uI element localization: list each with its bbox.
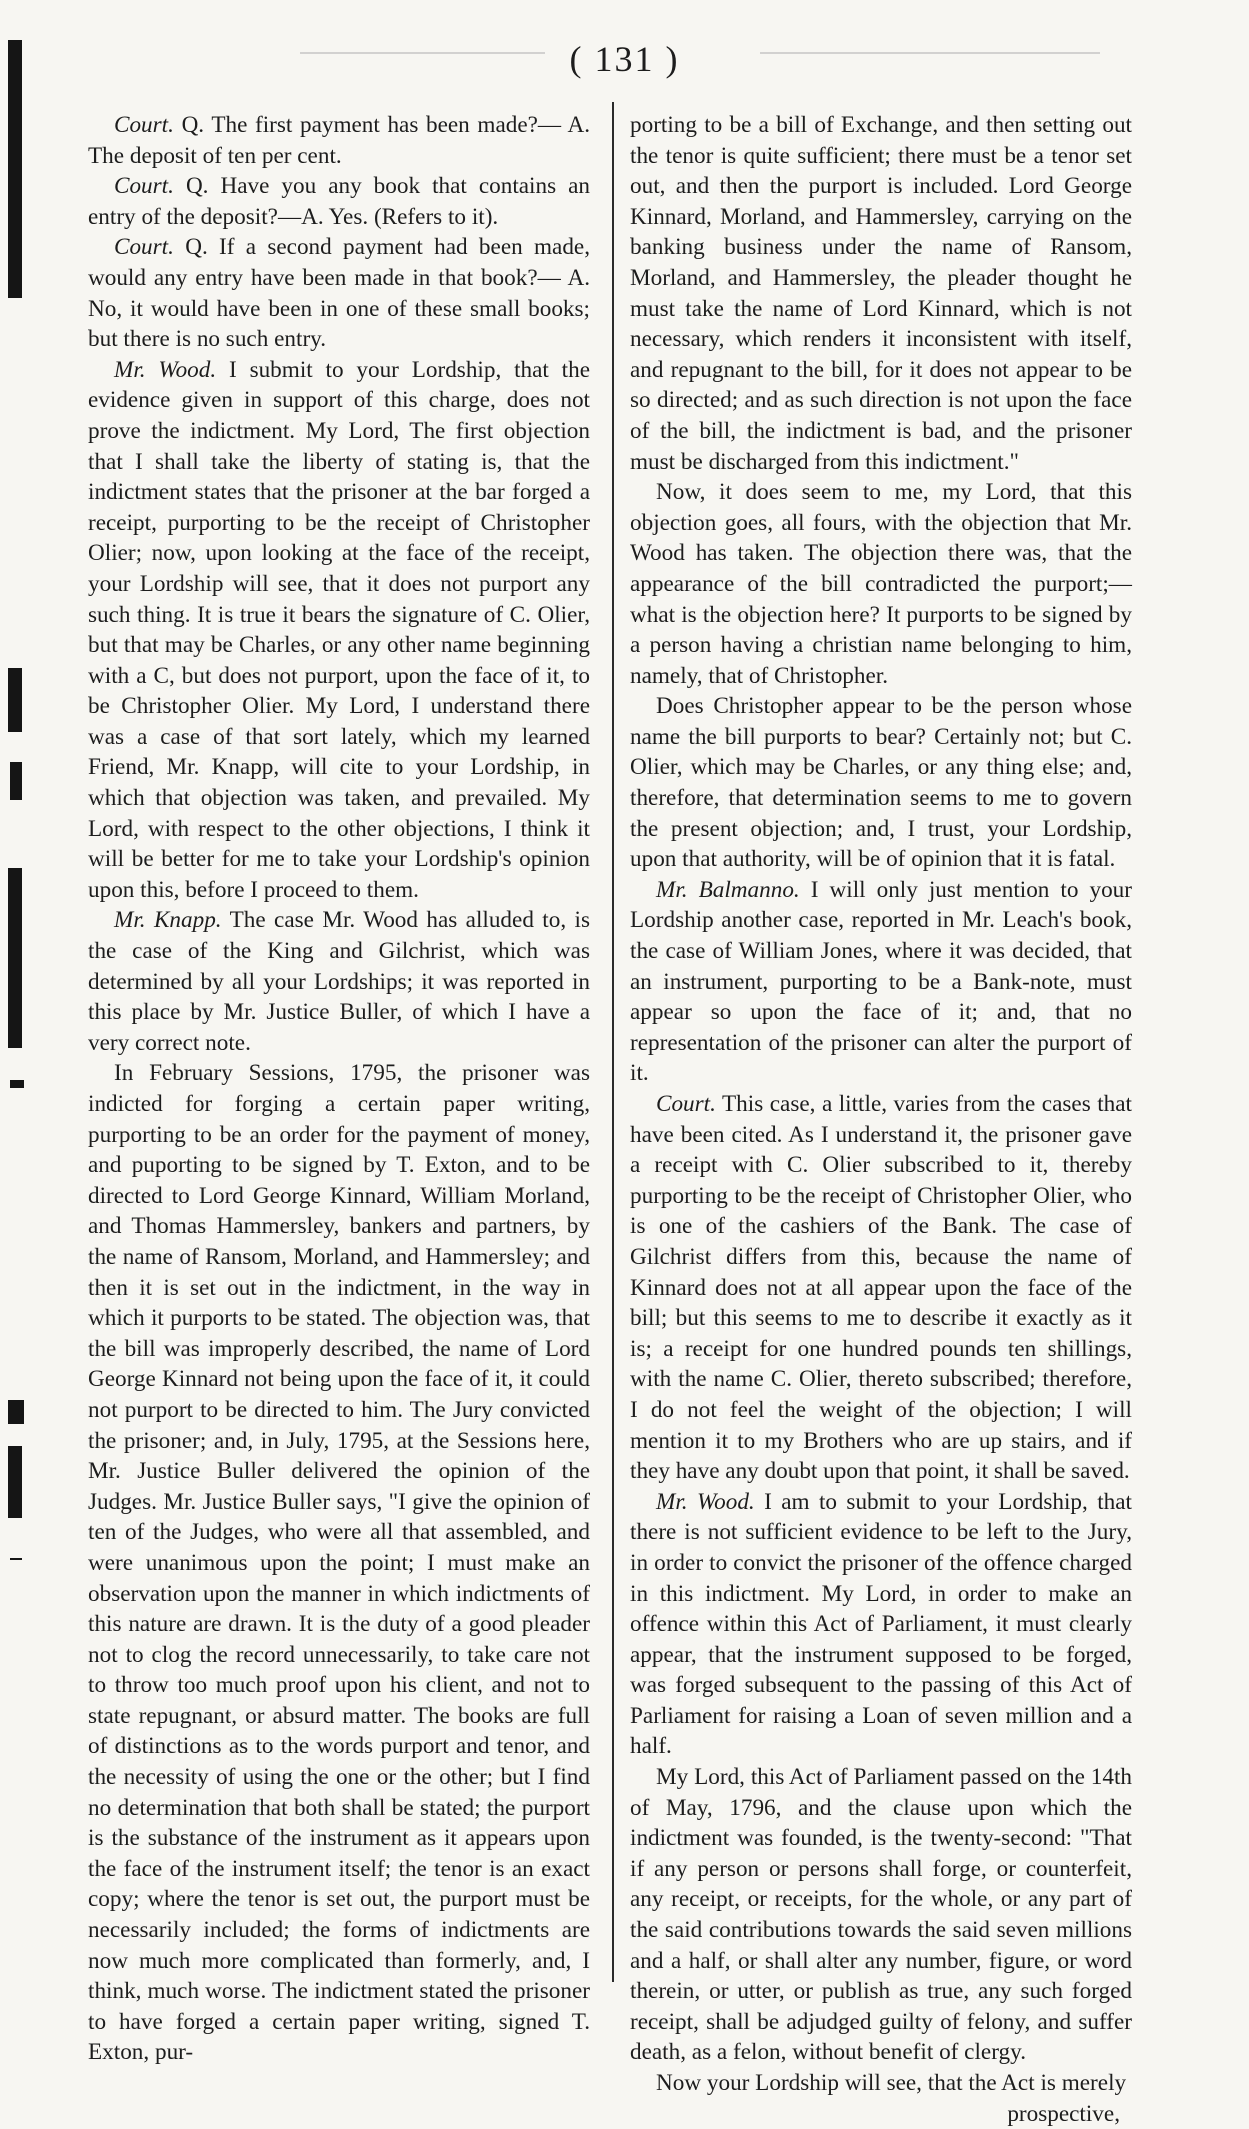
paragraph — [88, 171, 590, 232]
paragraph-text: Q. If a second payment had been made, would any entry have been made in that book?— A. No, it would have been in one of these small books; but there is no such entry. — [88, 234, 590, 353]
speaker-label: Mr. Knapp. — [114, 907, 222, 934]
right-column — [630, 110, 1132, 2129]
paragraph — [630, 477, 1132, 691]
speaker-label: Court. — [114, 112, 174, 138]
paragraph — [630, 1487, 1132, 1762]
binding-mark — [10, 1558, 22, 1560]
paragraph-text: porting to be a bill of Exchange, and then setting out the tenor is quite sufficient; there must be a tenor set out, and then the purport is included. Lord George Kinnard, Morland, and Hammersley, carrying on the banking business under the name of Ransom, Morland, and Hammersley, the pleader thought he must take the name of Lord Kinnard, which is not necessary, which renders it inconsistent with itself, and repugnant to the bill, for it does not appear to be so directed; and as such direction is not upon the face of the bill, the indictment is bad, and the prisoner must be discharged from this indictment." — [630, 112, 1132, 475]
paragraph — [88, 110, 590, 171]
paragraph-text: Q. The first payment has been made?— A. The deposit of ten per cent. — [88, 112, 590, 169]
binding-mark — [8, 868, 22, 1048]
binding-mark — [8, 1400, 24, 1424]
speaker-label: Mr. Wood. — [114, 356, 217, 383]
paragraph — [88, 355, 590, 906]
binding-marks — [0, 0, 30, 2048]
speaker-label: Court. — [114, 173, 174, 200]
paragraph-text: This case, a little, varies from the cases that have been cited. As I understand it, the prisoner gave a receipt with C. Olier subscribed to it, thereby purporting to be the receipt of Christopher Olier, who is one of the cashiers of the Bank. The case of Gilchrist differs from this, because the name of Kinnard does not at all appear upon the face of the bill; but this seems to me to describe it exactly as it is; a receipt for one hundred pounds ten shillings, with the name C. Olier, thereto subscribed; therefore, I do not feel the weight of the objection; I will mention it to my Brothers who are up stairs, and if they have any doubt upon that point, it shall be saved. — [630, 1091, 1132, 1485]
paragraph-text: I will only just mention to your Lordship another case, reported in Mr. Leach's book, the case of William Jones, where it was decided, that an instrument, purporting to be a Bank-note, must appear so upon the face of it; and, that no representation of the prisoner can alter the purport of it. — [630, 876, 1132, 1087]
column-divider — [612, 102, 614, 1982]
speaker-label: Court. — [114, 234, 174, 261]
left-column — [88, 110, 590, 2068]
binding-mark — [8, 1446, 22, 1518]
page-number: ( 131 ) — [569, 39, 680, 79]
binding-mark — [10, 1080, 24, 1088]
paragraph — [88, 905, 590, 1058]
speaker-label: Mr. Wood. — [656, 1488, 755, 1515]
speaker-label: Court. — [656, 1091, 716, 1117]
paragraph-text: Does Christopher appear to be the person whose name the bill purports to bear? Certainly not; but C. Olier, which may be Charles, or any thing else; and, therefore, that determination seems to me to govern the present objection; and, I trust, your Lordship, upon that authority, will be of opinion that it is fatal. — [630, 693, 1132, 873]
binding-mark — [10, 762, 22, 800]
paragraph-text: Now, it does seem to me, my Lord, that this objection goes, all fours, with the objection that Mr. Wood has taken. The objection there was, that the appearance of the bill contradicted the purport;—what is the objection here? It purports to be signed by a person having a christian name belonging to him, namely, that of Christopher. — [630, 479, 1132, 689]
paragraph-text: Now your Lordship will see, that the Act is merely — [656, 2070, 1127, 2096]
paragraph — [88, 232, 590, 354]
catchword: prospective, — [1007, 2100, 1120, 2127]
paragraph-text: Q. Have you any book that contains an entry of the deposit?—A. Yes. (Refers to it). — [88, 173, 591, 230]
paragraph — [630, 2068, 1132, 2099]
paragraph — [630, 691, 1132, 875]
paragraph-text: My Lord, this Act of Parliament passed on the 14th of May, 1796, and the clause upon which the indictment was founded, is the twenty-second: "That if any person or persons shall forge, or counterfeit, any receipt, or receipts, for the whole, or any part of the said contributions towards the said seven millions and a half, or shall alter any number, figure, or word therein, or utter, or publish as true, any such forged receipt, shall be adjudged guilty of felony, and suffer death, as a felon, without benefit of clergy. — [630, 1764, 1132, 2066]
binding-mark — [8, 668, 22, 732]
paragraph — [88, 1058, 590, 2068]
paragraph — [630, 1762, 1132, 2068]
paragraph — [630, 875, 1132, 1089]
paragraph-text: I submit to your Lordship, that the evidence given in support of this charge, does not prove the indictment. My Lord, The first objection that I shall take the liberty of stating is, that the indictment states that the prisoner at the bar forged a receipt, purporting to be the receipt of Christopher Olier; now, upon looking at the face of the receipt, your Lordship will see, that it does not purport any such thing. It is true it bears the signature of C. Olier, but that may be Charles, or any other name beginning with a C, but does not purport, upon the face of it, to be Christopher Olier. My Lord, I understand there was a case of that sort lately, which my learned Friend, Mr. Knapp, will cite to your Lordship, in which that objection was taken, and prevailed. My Lord, with respect to the other objections, I think it will be better for me to take your Lordship's opinion upon this, before I proceed to them. — [88, 356, 591, 903]
paragraph-text: In February Sessions, 1795, the prisoner was indicted for forging a certain paper writing, purporting to be an order for the payment of money, and puporting to be signed by T. Exton, and to be directed to Lord George Kinnard, William Morland, and Thomas Hammersley, bankers and partners, by the name of Ransom, Morland, and Hammersley; and then it is set out in the indictment, in the way in which it purports to be stated. The objection was, that the bill was improperly described, the name of Lord George Kinnard not being upon the face of it, it could not purport to be directed to him. The Jury convicted the prisoner; and, in July, 1795, at the Sessions here, Mr. Justice Buller delivered the opinion of the Judges. Mr. Justice Buller says, "I give the opinion of ten of the Judges, who were all that assembled, and were unanimous upon the point; I must make an observation upon the manner in which indictments of this nature are drawn. It is the duty of a good pleader not to clog the record unnecessarily, to take care not to throw too much proof upon his client, and not to state repugnant, or absurd matter. The books are full of distinctions as to the words purport and tenor, and the necessity of using the one or the other; but I find no determination that both shall be stated; the purport is the substance of the instrument as it appears upon the face of the instrument itself; the tenor is an exact copy; where the tenor is set out, the purport must be necessarily included; the forms of indictments are now much more complicated than formerly, and, I think, much worse. The indictment stated the prisoner to have forged a certain paper writing, signed T. Exton, pur- — [88, 1060, 590, 2066]
paragraph — [630, 110, 1132, 477]
paragraph — [630, 1089, 1132, 1487]
speaker-label: Mr. Balmanno. — [656, 876, 800, 903]
paragraph-text: I am to submit to your Lordship, that there is not sufficient evidence to be left to the Jury, in order to convict the prisoner of the offence charged in this indictment. My Lord, in order to make an offence within this Act of Parliament, it must clearly appear, that the instrument supposed to be forged, was forged subsequent to the passing of this Act of Parliament for raising a Loan of seven million and a half. — [630, 1488, 1132, 1760]
paragraph-text: The case Mr. Wood has alluded to, is the case of the King and Gilchrist, which was determined by all your Lordships; it was reported in this place by Mr. Justice Buller, of which I have a very correct note. — [88, 907, 591, 1056]
